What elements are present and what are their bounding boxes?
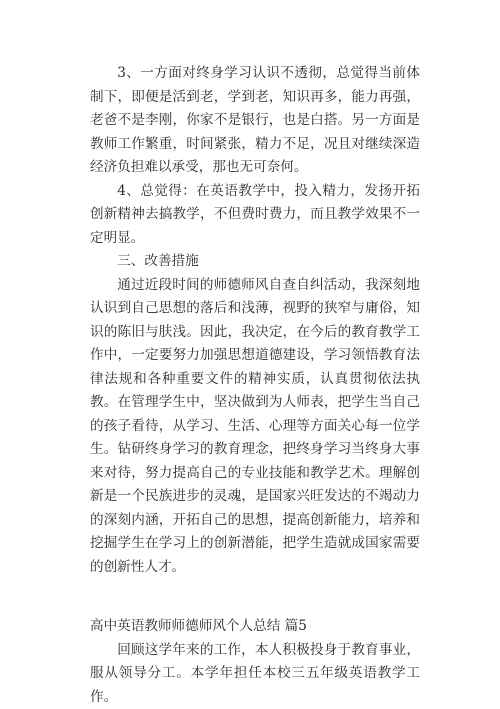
document-page [90,62,420,709]
paragraph-review: 回顾这学年来的工作，本人积极投身于教育事业，服从领导分工。本学年担任本校三五年级英语教学工作。 [90,639,420,709]
paragraph-point-4: 4、总觉得：在英语教学中，投入精力，发扬开拓创新精神去搞教学，不但费时费力，而且教学效果不一定明显。 [90,180,420,251]
article-title: 高中英语教师师德师风个人总结 篇5 [90,615,420,639]
section-heading: 三、改善措施 [90,250,420,274]
paragraph-improvement-measures: 通过近段时间的师德师风自查自纠活动，我深刻地认识到自己思想的落后和浅薄，视野的狭窄与庸俗，知识的陈旧与肤浅。因此，我决定，在今后的教育教学工作中，一定要努力加强思想道德建设，学习领悟教育法律法规和各种重要文件的精神实质，认真贯彻依法执教。在管理学生中，坚决做到为人师表，把学生当自己的孩子看待，从学习、生活、心理等方面关心每一位学生。钻研终身学习的教育理念，把终身学习当终身大事来对待，努力提高自己的专业技能和教学艺术。理解创新是一个民族进步的灵魂，是国家兴旺发达的不竭动力的深刻内涵，开拓自己的思想，提高创新能力，培养和挖掘学生在学习上的创新潜能，把学生造就成国家需要的创新性人才。 [90,274,420,580]
paragraph-point-3: 3、一方面对终身学习认识不透彻，总觉得当前体制下，即便是活到老，学到老，知识再多，能力再强，老爸不是李刚，你家不是银行，也是白搭。另一方面是教师工作繁重，时间紧张，精力不足，况且对继续深造经济负担难以承受，那也无可奈何。 [90,62,420,180]
